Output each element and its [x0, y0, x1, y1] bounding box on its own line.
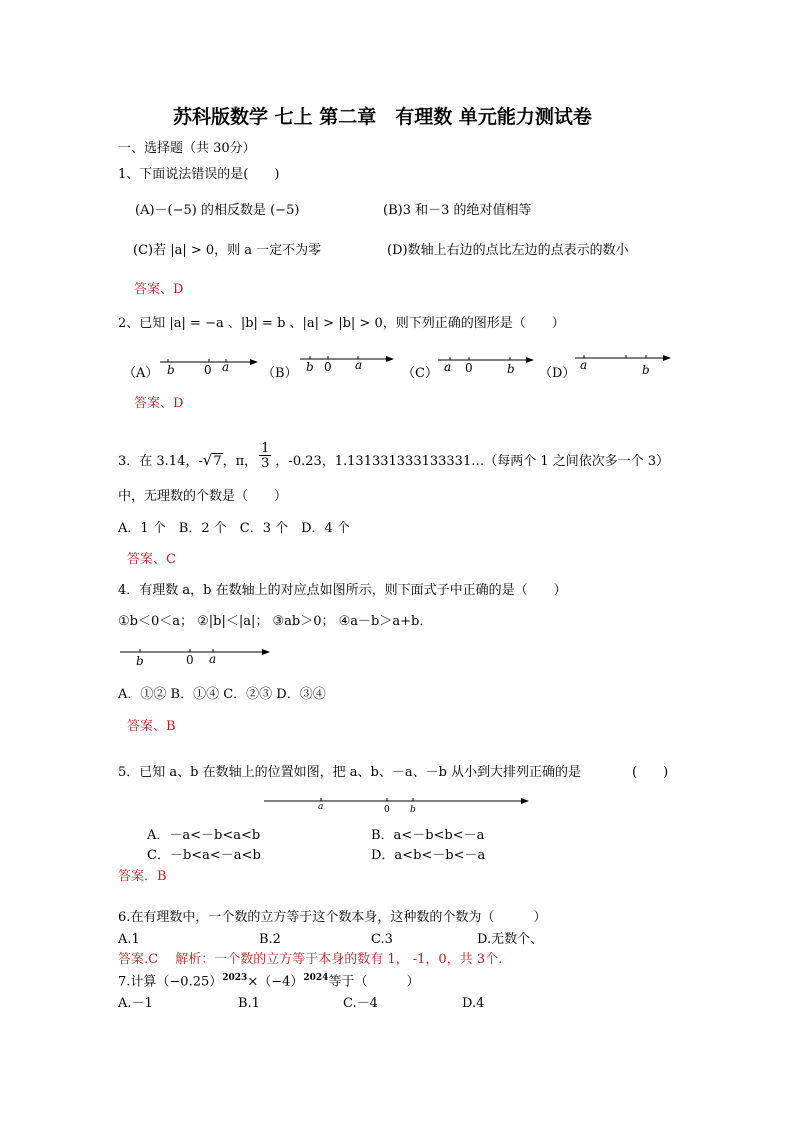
q2-answer: 答案、D	[134, 396, 184, 411]
q6-option-a: A.1	[118, 932, 140, 947]
q3-sqrt-value: 7	[213, 454, 222, 469]
q5-answer: 答案．B	[118, 869, 167, 884]
q5-paren: ( )	[632, 765, 669, 780]
q6-option-b: B.2	[259, 932, 281, 947]
q2-stem: 2、已知 |a| = −a 、|b| = b 、|a| > |b| > 0，则下列正确的图形是（ ）	[118, 316, 565, 331]
q5-0: 0	[384, 805, 390, 815]
q3-answer: 答案、C	[127, 552, 176, 567]
q2-line-b	[300, 356, 393, 374]
q6-stem: 6.在有理数中，一个数的立方等于这个数本身，这种数的个数为（ ）	[118, 910, 547, 925]
q2c-a: a	[444, 360, 452, 374]
section-heading: 一、选择题（共 30分）	[118, 141, 256, 156]
q7-post: 等于（ ）	[328, 974, 420, 990]
q2d-a: a	[580, 358, 588, 372]
q3-fraction	[259, 442, 271, 470]
page-title: 苏科版数学 七上 第二章 有理数 单元能力测试卷	[173, 106, 592, 128]
q6-option-c: C.3	[371, 932, 393, 947]
q7-exp2: 2024	[303, 973, 329, 983]
q3-stem-pre: 3．在 3.14，-	[118, 454, 203, 469]
q5-b: b	[410, 805, 416, 815]
q3-stem-post: ，-0.23，1.131331333133331…（每两个 1 之间依次多一个 3）	[275, 454, 670, 469]
q2b-0: 0	[324, 360, 332, 374]
frac-num: 1	[261, 440, 270, 456]
q2b-a: a	[355, 358, 363, 372]
q1-option-b: (B)3 和－3 的绝对值相等	[383, 203, 532, 218]
q2-label-d: （D）	[539, 366, 576, 381]
q7-option-a: A.－1	[118, 996, 153, 1011]
q1-option-d: (D)数轴上右边的点比左边的点表示的数小	[387, 243, 629, 258]
q6-answer: 答案.C 解析：一个数的立方等于本身的数有 1， -1，0，共 3个.	[118, 952, 503, 967]
q3-stem-line2: 中，无理数的个数是（ ）	[118, 489, 288, 504]
q3-stem-mid: ，π，	[222, 454, 258, 469]
q5-option-b: B．a<－b<b<－a	[371, 828, 485, 843]
q2c-b: b	[507, 362, 515, 376]
q5-option-d: D．a<b<－b<－a	[371, 848, 486, 863]
q2-line-c	[438, 357, 533, 376]
q5-a: a	[318, 802, 324, 812]
q2-line-a	[160, 359, 257, 377]
q3-stem	[118, 440, 670, 471]
q1-stem: 1、下面说法错误的是( )	[118, 167, 280, 182]
q7-option-c: C.－4	[343, 996, 378, 1011]
q5-number-line	[264, 798, 528, 815]
q4-answer: 答案、B	[127, 719, 176, 734]
q7-option-d: D.4	[462, 996, 485, 1011]
q7-mid: ×（−4）	[247, 974, 304, 990]
q7-option-b: B.1	[238, 996, 260, 1011]
q4-items: ①b＜0＜a； ②|b|＜|a|； ③ab＞0； ④a－b＞a+b．	[118, 614, 433, 629]
q7-exp1: 2023	[222, 973, 248, 983]
q4-0: 0	[186, 653, 194, 667]
q2a-b: b	[167, 363, 175, 377]
sqrt-symbol: √	[202, 451, 213, 469]
q2c-0: 0	[465, 361, 473, 375]
q2a-0: 0	[204, 363, 212, 377]
q5-option-c: C．－b<a<－a<b	[147, 848, 261, 863]
q2b-b: b	[306, 360, 314, 374]
q4-a: a	[209, 652, 217, 666]
q4-b: b	[136, 654, 144, 668]
q2-line-d	[575, 355, 670, 377]
q2-label-c: （C）	[402, 366, 438, 381]
q2-label-b: （B）	[262, 366, 298, 381]
q4-options: A．①② B．①④ C．②③ D．③④	[118, 687, 326, 702]
q1-option-c: (C)若 |a| > 0，则 a 一定不为零	[133, 243, 322, 258]
q7-stem	[118, 974, 419, 988]
q4-stem: 4．有理数 a，b 在数轴上的对应点如图所示，则下面式子中正确的是（ ）	[118, 583, 567, 598]
frac-den: 3	[261, 455, 270, 471]
q2-label-a: （A）	[123, 366, 159, 381]
q5-option-a: A．－a<－b<a<b	[147, 828, 261, 843]
q7-pre: 7.计算（−0.25）	[118, 974, 223, 990]
q2d-b: b	[642, 363, 650, 377]
q1-answer: 答案、D	[134, 282, 184, 297]
q1-option-a: (A)－(−5) 的相反数是 (−5)	[135, 203, 300, 218]
q3-options: A．1 个 B．2 个 C．3 个 D．4 个	[118, 521, 350, 536]
q2a-a: a	[222, 360, 230, 374]
q6-option-d: D.无数个、	[477, 932, 544, 947]
q5-stem: 5．已知 a、b 在数轴上的位置如图，把 a、b、－a、－b 从小到大排列正确的是	[118, 765, 582, 780]
q4-number-line	[120, 649, 269, 668]
